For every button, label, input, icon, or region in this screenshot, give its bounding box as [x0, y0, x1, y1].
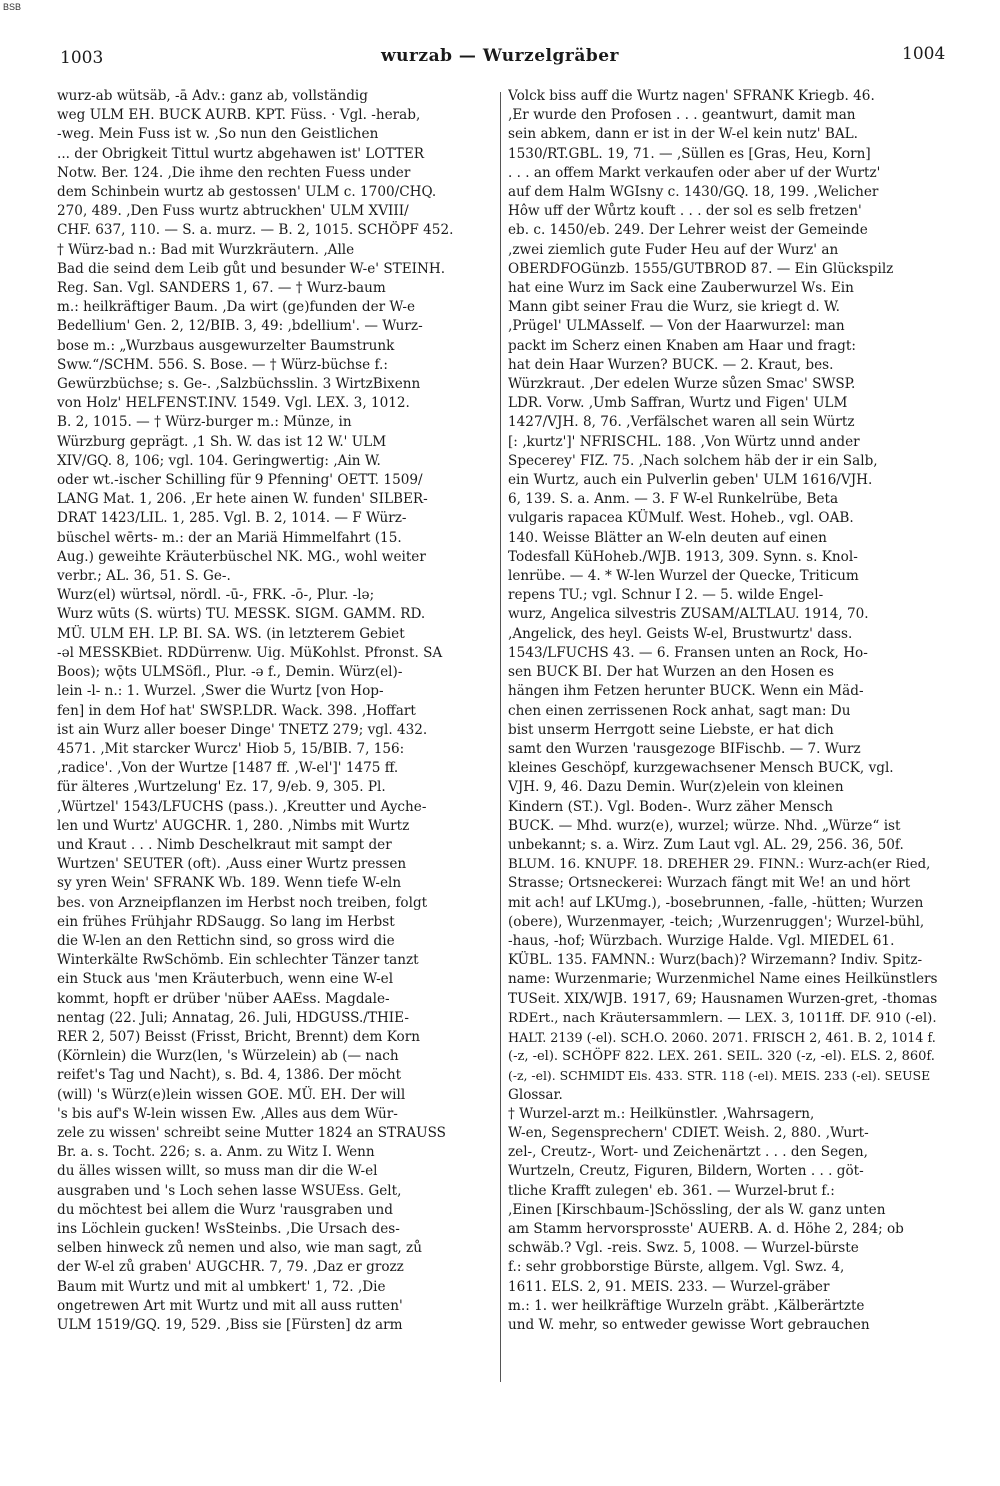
- text-line: Gewürzbüchse; s. Ge-. ‚Salzbüchsslin. 3 WirtzBixenn: [57, 376, 421, 393]
- text-line: (will) 's Würz(e)lein wissen GOE. MÜ. EH. Der will: [57, 1086, 406, 1103]
- text-line: bist unserm Herrgott seine Liebste, er hat dich: [508, 721, 834, 738]
- text-line: Bedellium' Gen. 2, 12/BIB. 3, 49: ‚bdellium'. — Wurz-: [57, 318, 423, 335]
- text-line: † Wurzel-arzt m.: Heilkünstler. ‚Wahrsagern,: [508, 1105, 815, 1122]
- text-line: TUSeit. XIX/WJB. 1917, 69; Hausnamen Wurzen-gret, -thomas: [508, 990, 938, 1007]
- text-line: repens TU.; vgl. Schnur I 2. — 5. wilde Engel-: [508, 587, 824, 604]
- text-line: RER 2, 507) Beisst (Frisst, Bricht, Brennt) dem Korn: [57, 1028, 420, 1045]
- text-line: samt den Wurzen 'rausgezoge BIFischb. — 7. Wurz: [508, 740, 861, 757]
- text-line: ein Stuck aus 'men Kräuterbuch, wenn eine W-el: [57, 971, 394, 988]
- text-line: Hôw uff der Wůrtz kouft . . . der sol es selb fretzen': [508, 203, 862, 220]
- text-line: unbekannt; s. a. Wirz. Zum Laut vgl. AL. 29, 256. 36, 50f.: [508, 836, 904, 853]
- text-line: ongetrewen Art mit Wurtz und mit all auss rutten': [57, 1297, 403, 1314]
- text-line: Glossar.: [508, 1086, 563, 1103]
- text-line: [: ‚kurtz']' NFRISCHL. 188. ‚Von Würtz unnd ander: [508, 433, 860, 450]
- text-line: (-z, -el). SCHMIDT Els. 433. STR. 118 (-el). MEIS. 233 (-el). SEUSE: [508, 1068, 931, 1084]
- text-line: kleines Geschöpf, kurzgewachsener Mensch BUCK, vgl.: [508, 760, 894, 777]
- text-line: ins Löchlein gucken! WsSteinbs. ‚Die Ursach des-: [57, 1220, 400, 1237]
- text-line: 1543/LFUCHS 43. — 6. Fransen unten an Rock, Ho-: [508, 644, 868, 661]
- text-line: fen] in dem Hof hat' SWSP.LDR. Wack. 398. ‚Hoffart: [57, 702, 416, 719]
- text-line: der W-el zů graben' AUGCHR. 7, 79. ‚Daz er grozz: [57, 1259, 404, 1276]
- text-line: len und Wurtz' AUGCHR. 1, 280. ‚Nimbs mit Wurtz: [57, 817, 410, 834]
- text-line: eb. c. 1450/eb. 249. Der Lehrer weist der Gemeinde: [508, 222, 868, 239]
- text-line: hat dein Haar Wurzen? BUCK. — 2. Kraut, bes.: [508, 356, 834, 373]
- text-line: 1427/VJH. 8, 76. ‚Verfälschet waren all sein Würtz: [508, 414, 855, 431]
- text-line: W-en, Segensprechern' CDIET. Weish. 2, 880. ‚Wurt-: [508, 1124, 869, 1141]
- page-number-right: 1004: [902, 44, 946, 64]
- text-line: 1611. ELS. 2, 91. MEIS. 233. — Wurzel-gräber: [508, 1278, 830, 1295]
- text-line: lenrübe. — 4. * W-len Wurzel der Quecke, Triticum: [508, 568, 859, 585]
- text-line: Notw. Ber. 124. ‚Die ihme den rechten Fuess under: [57, 164, 411, 181]
- text-line: verbr.; AL. 36, 51. S. Ge-.: [57, 568, 231, 585]
- text-line: Reg. San. Vgl. SANDERS 1, 67. — † Wurz-baum: [57, 280, 386, 297]
- text-line: mit ach! auf LKUmg.), -bosebrunnen, -falle, -hütten; Wurzen: [508, 894, 924, 911]
- text-line: HALT. 2139 (-el). SCH.O. 2060. 2071. FRISCH 2, 461. B. 2, 1014 f.: [508, 1029, 936, 1045]
- text-line: BLUM. 16. KNUPF. 18. DREHER 29. FINN.: Wurz-ach(er Ried,: [508, 857, 931, 873]
- text-line: OBERDFOGünzb. 1555/GUTBROD 87. — Ein Glückspilz: [508, 260, 894, 277]
- text-line: und Kraut . . . Nimb Deschelkraut mit sampt der: [57, 836, 392, 853]
- text-line: du möchtest bei allem die Wurz 'rausgraben und: [57, 1201, 393, 1218]
- text-line: Sww.“/SCHM. 556. S. Bose. — † Würz-büchse f.:: [57, 356, 388, 373]
- text-line: die W-len an den Rettichn sind, so gross wird die: [57, 932, 395, 949]
- text-line: XIV/GQ. 8, 106; vgl. 104. Geringwertig: ‚Ain W.: [57, 452, 381, 469]
- text-line: Kindern (ST.). Vgl. Boden-. Wurz zäher Mensch: [508, 798, 834, 815]
- text-line: (Körnlein) die Wurz(len, 's Würzelein) ab (— nach: [57, 1048, 399, 1065]
- text-line: wurz, Angelica silvestris ZUSAM/ALTLAU. 1914, 70.: [508, 606, 869, 623]
- text-line: ‚radice'. ‚Von der Wurtze [1487 ff. ‚W-el']' 1475 ff.: [57, 760, 399, 777]
- text-line: ... der Obrigkeit Tittul wurtz abgehawen ist' LOTTER: [57, 145, 424, 162]
- text-line: zele zu wissen' schreibt seine Mutter 1824 an STRAUSS: [57, 1124, 446, 1141]
- text-line: LANG Mat. 1, 206. ‚Er hete ainen W. funden' SILBER-: [57, 491, 428, 508]
- right-column: [508, 87, 938, 1335]
- running-title: wurzab — Wurzelgräber: [380, 46, 619, 66]
- text-line: hat eine Wurz im Sack eine Zauberwurzel Ws. Ein: [508, 280, 854, 297]
- text-line: RDErt., nach Kräutersammlern. — LEX. 3, 1011ff. DF. 910 (-el).: [508, 1010, 937, 1026]
- text-line: für älteres ‚Wurtzelung' Ez. 17, 9/eb. 9, 305. Pl.: [57, 779, 386, 796]
- text-line: 1530/RT.GBL. 19, 71. — ‚Süllen es [Gras, Heu, Korn]: [508, 145, 871, 162]
- text-line: (obere), Wurzenmayer, -teich; ‚Wurzenruggen'; Wurzel-bühl,: [508, 913, 925, 930]
- text-line: MÜ. ULM EH. LP. BI. SA. WS. (in letzterem Gebiet: [57, 625, 405, 642]
- text-line: 4571. ‚Mit starcker Wurcz' Hiob 5, 15/BIB. 7, 156:: [57, 740, 405, 757]
- text-line: ‚Prügel' ULMAsself. — Von der Haarwurzel: man: [508, 318, 845, 335]
- text-line: ‚Würtzel' 1543/LFUCHS (pass.). ‚Kreutter und Ayche-: [57, 798, 427, 815]
- text-line: (-z, -el). SCHÖPF 822. LEX. 261. SEIL. 320 (-z, -el). ELS. 2, 860f.: [508, 1049, 935, 1065]
- text-line: du älles wissen willt, so muss man dir die W-el: [57, 1163, 378, 1180]
- text-line: Aug.) geweihte Kräuterbüschel NK. MG., wohl weiter: [57, 548, 426, 565]
- text-line: -haus, -hof; Würzbach. Wurzige Halde. Vgl. MIEDEL 61.: [508, 932, 895, 949]
- text-line: Wurz wūts (S. würts) TU. MESSK. SIGM. GAMM. RD.: [57, 606, 426, 623]
- left-column: [57, 87, 493, 1335]
- text-line: 6, 139. S. a. Anm. — 3. F W-el Runkelrübe, Beta: [508, 491, 839, 508]
- text-line: ‚zwei ziemlich gute Fuder Heu auf der Wurz' an: [508, 241, 839, 258]
- text-line: und W. mehr, so entweder gewisse Wort gebrauchen: [508, 1317, 870, 1333]
- text-line: auf dem Halm WGIsny c. 1430/GQ. 18, 199. ‚Welicher: [508, 184, 879, 201]
- text-line: dem Schinbein wurtz ab gestossen' ULM c. 1700/CHQ.: [57, 184, 437, 201]
- text-line: Todesfall KüHoheb./WJB. 1913, 309. Synn. s. Knol-: [508, 548, 858, 565]
- text-line: f.: sehr grobborstige Bürste, allgem. Vgl. Swz. 4,: [508, 1259, 845, 1276]
- text-line: name: Wurzenmarie; Wurzenmichel Name eines Heilkünstlers: [508, 971, 938, 988]
- text-line: kommt, hopft er drüber 'nüber AAEss. Magdale-: [57, 990, 390, 1007]
- text-line: sy yren Wein' SFRANK Wb. 189. Wenn tiefe W-eln: [57, 875, 402, 892]
- text-line: ein frühes Frühjahr RDSaugg. So lang im Herbst: [57, 913, 395, 930]
- text-line: ein Wurtz, auch ein Pulverlin geben' ULM 1616/VJH.: [508, 472, 873, 489]
- text-line: von Holz' HELFENST.INV. 1549. Vgl. LEX. 3, 1012.: [57, 395, 410, 412]
- text-line: wurz-ab wütsäb, -ā Adv.: ganz ab, vollständig: [57, 88, 368, 104]
- library-stamp: BSB: [3, 2, 22, 12]
- text-line: nentag (22. Juli; Annatag, 26. Juli, HDGUSS./THIE-: [57, 1009, 409, 1026]
- text-line: Br. a. s. Tocht. 226; s. a. Anm. zu Witz I. Wenn: [57, 1144, 375, 1161]
- text-line: hängen ihm Fetzen herunter BUCK. Wenn ein Mäd-: [508, 683, 864, 700]
- text-line: reifet's Tag und Nacht), s. Bd. 4, 1386. Der möcht: [57, 1067, 402, 1084]
- text-line: vulgaris rapacea KÜMulf. West. Hoheb., vgl. OAB.: [508, 510, 854, 527]
- text-line: packt im Scherz einen Knaben am Haar und fragt:: [508, 337, 856, 354]
- text-line: ‚Angelick, des heyl. Geists W-el, Brustwurtz' dass.: [508, 625, 853, 642]
- text-line: ‚Einen [Kirschbaum-]Schössling, der als W. ganz unten: [508, 1201, 886, 1218]
- text-line: sein abkem, dann er ist in der W-el kein nutz' BAL.: [508, 126, 859, 143]
- text-line: Würzkraut. ‚Der edelen Wurze sůzen Smac' SWSP.: [508, 376, 856, 393]
- text-line: Volck biss auff die Wurtz nagen' SFRANK Kriegb. 46.: [508, 88, 875, 104]
- text-line: tliche Krafft zulegen' eb. 361. — Wurzel-brut f.:: [508, 1182, 835, 1199]
- text-line: Wurz(el) würtsəl, nördl. -ū-, FRK. -ō-, Plur. -lə;: [57, 587, 375, 604]
- text-line: Specerey' FIZ. 75. ‚Nach solchem häb der ir ein Salb,: [508, 452, 878, 469]
- text-line: KÜBL. 135. FAMNN.: Wurz(bach)? Wirzemann? Indiv. Spitz-: [508, 952, 923, 969]
- text-line: Winterkälte RwSchömb. Ein schlechter Tänzer tanzt: [57, 952, 419, 969]
- text-line: 's bis auf's W-lein wissen Ew. ‚Alles aus dem Wür-: [57, 1105, 398, 1122]
- text-line: zel-, Creutz-, Wort- und Zeichenärtzt . . . den Segen,: [508, 1144, 868, 1161]
- text-line: lein -l- n.: 1. Wurzel. ‚Swer die Wurtz [von Hop-: [57, 683, 384, 700]
- text-line: ausgraben und 's Loch sehen lasse WSUEss. Gelt,: [57, 1182, 402, 1199]
- text-line: bose m.: „Wurzbaus ausgewurzelter Baumstrunk: [57, 337, 395, 354]
- text-line: † Würz-bad n.: Bad mit Wurzkräutern. ‚Alle: [57, 241, 355, 258]
- text-line: Strasse; Ortsneckerei: Wurzach fängt mit We! an und hört: [508, 875, 911, 892]
- text-line: chen einen zerrissenen Rock anhat, sagt man: Du: [508, 702, 851, 719]
- text-line: -əl MESSKBiet. RDDürrenw. Uig. MüKohlst. Pfronst. SA: [57, 644, 443, 661]
- text-line: 270, 489. ‚Den Fuss wurtz abtruckhen' ULM XVIII/: [57, 203, 409, 220]
- text-line: BUCK. — Mhd. wurz(e), wurzel; würze. Nhd. „Würze“ ist: [508, 817, 901, 834]
- text-line: -weg. Mein Fuss ist w. ‚So nun den Geistlichen: [57, 126, 379, 143]
- text-line: Baum mit Wurtz und mit al umbkert' 1, 72. ‚Die: [57, 1278, 386, 1295]
- text-line: Wurtzen' SEUTER (oft). ‚Auss einer Wurtz pressen: [57, 856, 407, 873]
- text-line: m.: 1. wer heilkräftige Wurzeln gräbt. ‚Kälberärtzte: [508, 1297, 865, 1314]
- text-line: . . . an offem Markt verkaufen oder aber uf der Wurtz': [508, 164, 881, 181]
- page-number-left: 1003: [60, 48, 104, 68]
- text-line: LDR. Vorw. ‚Umb Saffran, Wurtz und Figen' ULM: [508, 395, 848, 412]
- column-divider: [500, 92, 501, 1382]
- text-line: Mann gibt seiner Frau die Wurz, sie kriegt d. W.: [508, 299, 840, 316]
- text-line: DRAT 1423/LIL. 1, 285. Vgl. B. 2, 1014. — F Würz-: [57, 510, 407, 527]
- text-line: m.: heilkräftiger Baum. ‚Da wirt (ge)funden der W-e: [57, 299, 416, 316]
- text-line: sen BUCK BI. Der hat Wurzen an den Hosen es: [508, 664, 834, 681]
- text-line: ‚Er wurde den Profosen . . . geantwurt, damit man: [508, 107, 856, 124]
- text-line: ist ain Wurz aller boeser Dinge' TNETZ 279; vgl. 432.: [57, 721, 428, 738]
- text-line: oder wt.-ischer Schilling für 9 Pfenning' OETT. 1509/: [57, 472, 423, 489]
- text-line: CHF. 637, 110. — S. a. murz. — B. 2, 1015. SCHÖPF 452.: [57, 222, 454, 239]
- text-line: 140. Weisse Blätter an W-eln deuten auf einen: [508, 529, 827, 546]
- text-line: weg ULM EH. BUCK AURB. KPT. Füss. · Vgl. -herab,: [57, 107, 421, 124]
- text-line: büschel wērts- m.: der an Mariä Himmelfahrt (15.: [57, 529, 402, 546]
- text-line: am Stamm hervorsprosste' AUERB. A. d. Höhe 2, 284; ob: [508, 1220, 904, 1237]
- text-line: Wurtzeln, Creutz, Figuren, Bildern, Worten . . . göt-: [508, 1163, 864, 1180]
- text-line: Würzburg geprägt. ‚1 Sh. W. das ist 12 W.' ULM: [57, 433, 387, 450]
- text-line: bes. von Arzneipflanzen im Herbst noch treiben, folgt: [57, 894, 428, 911]
- text-line: B. 2, 1015. — † Würz-burger m.: Münze, in: [57, 414, 352, 431]
- text-line: ULM 1519/GQ. 19, 529. ‚Biss sie [Fürsten] dz arm: [57, 1317, 403, 1333]
- text-line: Bad die seind dem Leib gůt und besunder W-e' STEINH.: [57, 260, 446, 277]
- text-line: VJH. 9, 46. Dazu Demin. Wur(z)elein von kleinen: [508, 779, 844, 796]
- text-line: schwäb.? Vgl. -reis. Swz. 5, 1008. — Wurzel-bürste: [508, 1240, 859, 1257]
- text-line: selben hinweck zů nemen und also, wie man sagt, zů: [57, 1240, 422, 1257]
- text-line: Boos); wǭts ULMSöfl., Plur. -ə f., Demin. Würz(el)-: [57, 664, 403, 681]
